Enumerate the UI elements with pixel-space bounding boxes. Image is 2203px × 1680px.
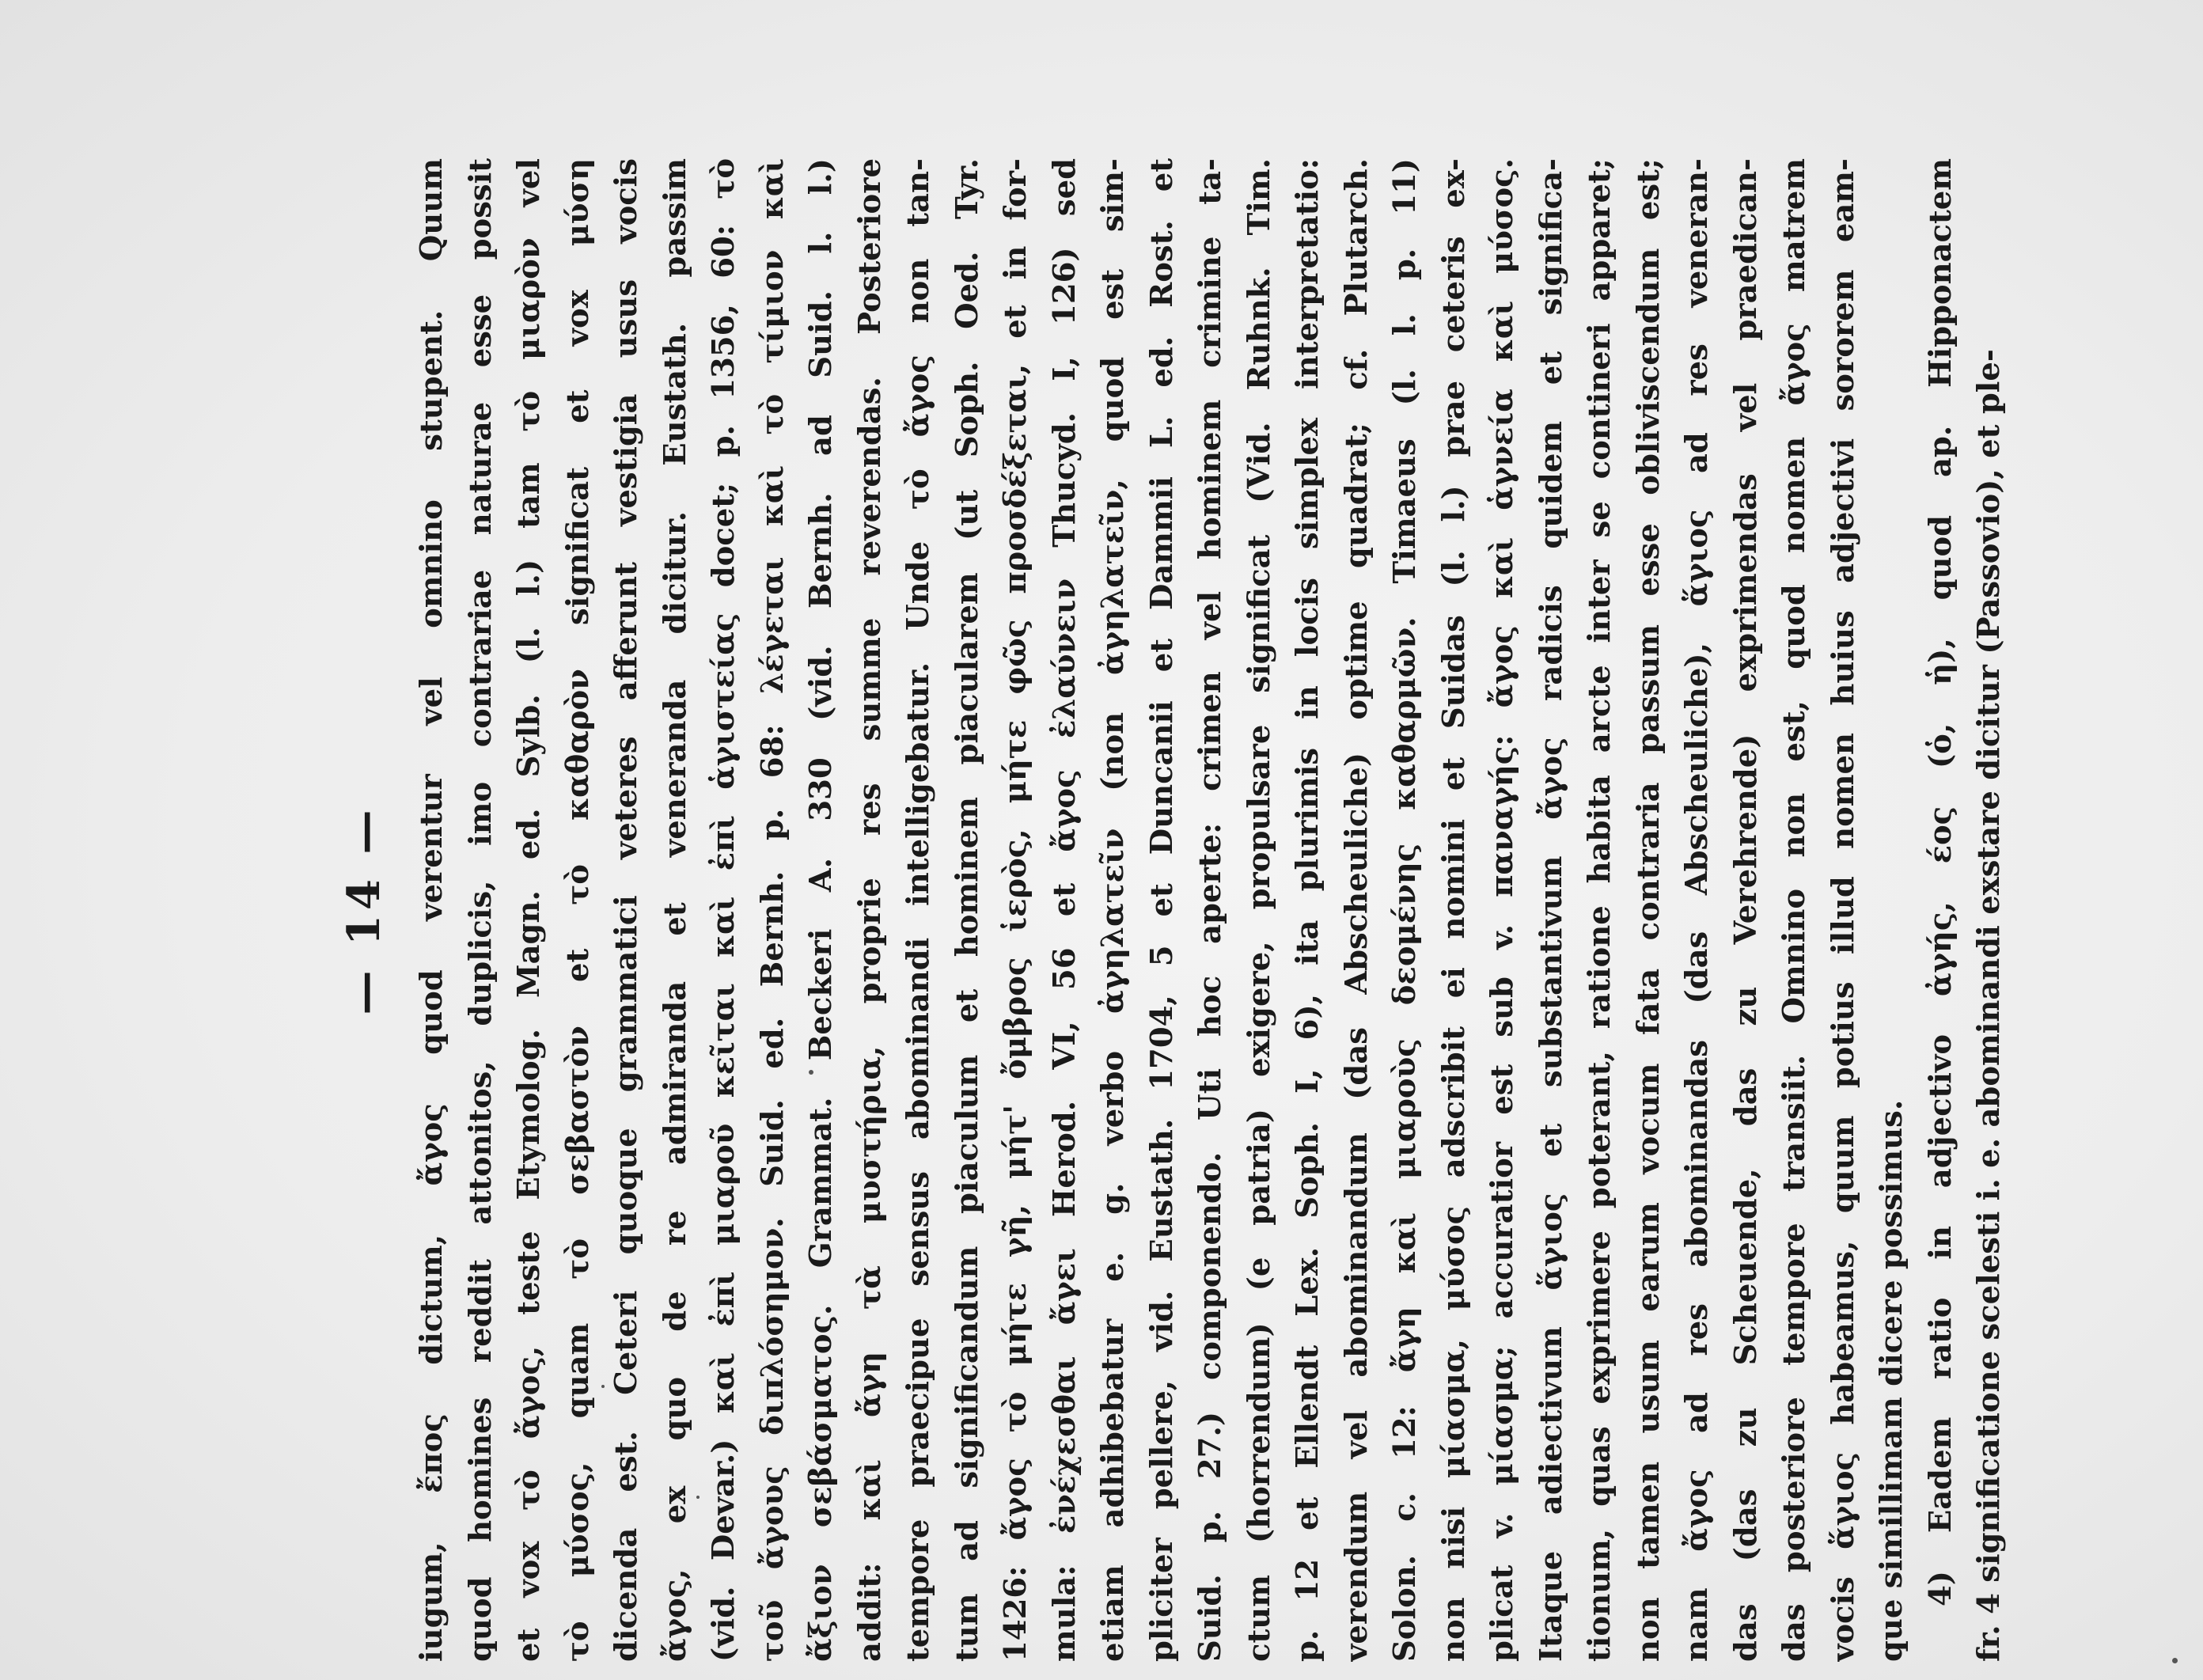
text-line: ἄγος, ex quo de re admiranda et veneranda dicitur. Eustath. passim — [657, 158, 693, 1662]
text-line: mula: ἐνέχεσθαι ἄγει Herod. VI, 56 et ἄγος ἐλαύνειν Thucyd. I, 126) sed — [1046, 158, 1083, 1662]
speck-mark — [2172, 1658, 2178, 1663]
text-line: ctum (horrendum) (e patria) exigere, propulsare significat (Vid. Ruhnk. Tim. — [1241, 158, 1277, 1662]
text-line: Itaque adiectivum ἅγιος et substantivum ἄγος radicis quidem et significa- — [1533, 158, 1569, 1662]
text-line: nam ἄγος ad res abominandas (das Abscheuliche), ἅγιος ad res veneran- — [1679, 158, 1715, 1662]
text-line: pliciter pellere, vid. Eustath. 1704, 5 et Duncanii et Dammii L. ed. Rost. et — [1143, 158, 1180, 1662]
text-line: et vox τὸ ἄγος, teste Etymolog. Magn. ed. Sylb. (l. l.) tam τὸ μιαρὸν vel — [511, 158, 547, 1662]
text-line: quod homines reddit attonitos, duplicis, imo contrariae naturae esse possit — [462, 158, 499, 1662]
text-line: Solon. c. 12: ἄγη καὶ μιαροὺς δεομένης καθαρμῶν. Timaeus (l. l. p. 11) — [1387, 158, 1423, 1662]
text-line: (vid. Devar.) καὶ ἐπὶ μιαροῦ κεῖται καὶ ἐπὶ ἁγιστείας docet; p. 1356, 60: τὸ — [706, 158, 741, 1662]
text-line: τὸ μύσος, quam τὸ σεβαστὸν et τὸ καθαρὸν significat et vox μύση — [559, 158, 596, 1662]
text-line: addit: καὶ ἄγη τὰ μυστήρια, proprie res summe reverendas. Posteriore — [851, 158, 888, 1662]
text-line: Suid. p. 27.) componendo. Uti hoc aperte: crimen vel hominem crimine ta- — [1193, 158, 1228, 1662]
text-line: iugum, ἔπος dictum, ἄγος quod verentur vel omnino stupent. Quum — [414, 158, 449, 1662]
text-line: etiam adhibebatur e. g. verbo ἀγηλατεῖν (non ἀγηλατεῖν, quod est sim- — [1095, 158, 1131, 1662]
text-lines — [408, 158, 2014, 1662]
text-line: tempore praecipue sensus abominandi intelligebatur. Unde τὸ ἄγος non tan- — [901, 158, 936, 1662]
text-line: dicenda est. Ceteri quoque grammatici veteres afferunt vestigia usus vocis — [609, 158, 644, 1662]
text-line: das posteriore tempore transiit. Omnino non est, quod nomen ἄγος matrem — [1776, 158, 1812, 1662]
page-text-block — [328, 158, 2007, 1662]
text-line: τοῦ ἄγους διπλόσημον. Suid. ed. Bernh. p. 68: λέγεται καὶ τὸ τίμιον καὶ — [754, 158, 791, 1662]
text-line: ἄξιον σεβάσματος. Grammat. Beckeri A. 330 (vid. Bernh. ad Suid. l. l.) — [803, 158, 839, 1662]
text-line: vocis ἅγιος habeamus, quum potius illud nomen huius adjectivi sororem eam- — [1825, 158, 1861, 1662]
text-line: plicat v. μίασμα; accuratior est sub v. παναγής: ἄγος καὶ ἁγνεία καὶ μύσος. — [1484, 158, 1520, 1662]
text-line: p. 12 et Ellendt Lex. Soph. I, 6), ita plurimis in locis simplex interpretatio: — [1290, 158, 1325, 1662]
text-line: non nisi μίασμα, μύσος adscribit ei nomini et Suidas (l. l.) prae ceteris ex- — [1435, 158, 1472, 1662]
text-line: 4) Eadem ratio in adjectivo ἀγής, έος (ὁ, ἡ), quod ap. Hipponactem — [1922, 158, 1958, 1606]
text-line: verendum vel abominandum (das Abscheuliche) optime quadrat; cf. Plutarch. — [1338, 158, 1375, 1662]
text-line: tum ad significandum piaculum et hominem piacularem (ut Soph. Oed. Tyr. — [949, 158, 985, 1662]
text-line: 1426: ἄγος τὸ μήτε γῆ, μήτ' ὄμβρος ἱερὸς, μήτε φῶς προσδέξεται, et in for- — [998, 158, 1033, 1662]
text-line: que simillimam dicere possimus. — [1874, 1099, 1909, 1662]
page-number: — 14 — — [338, 805, 390, 1015]
text-line: tionum, quas exprimere poterant, ratione habita arcte inter se contineri apparet; — [1582, 158, 1617, 1662]
text-line: fr. 4 significatione scelesti i. e. abominandi exstare dicitur (Passovio), et ple- — [1971, 349, 2007, 1662]
text-line: non tamen usum earum vocum fata contraria passum esse obliviscendum est; — [1630, 158, 1666, 1662]
text-line: das (das zu Scheuende, das zu Verehrende) exprimendas vel praedican- — [1727, 158, 1764, 1662]
